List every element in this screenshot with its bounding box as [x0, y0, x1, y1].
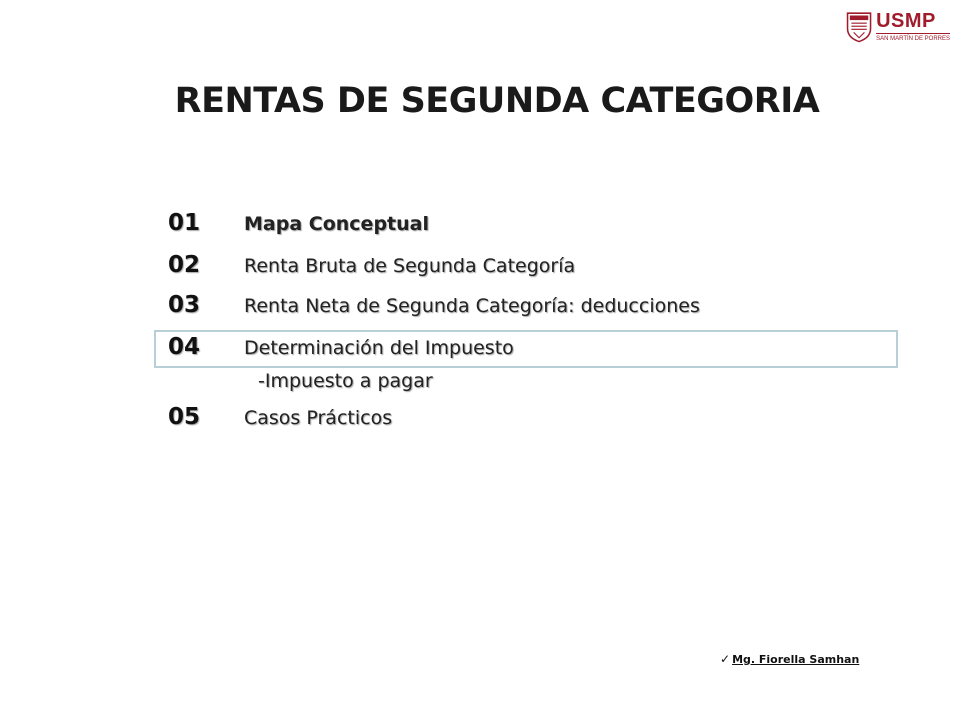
agenda-item-number: 01 [168, 210, 201, 236]
page-title: RENTAS DE SEGUNDA CATEGORIA [174, 81, 820, 121]
agenda-item-label: Casos Prácticos [244, 407, 393, 429]
agenda-subitem: -Impuesto a pagar [258, 370, 433, 392]
agenda-item-3 [168, 292, 700, 318]
agenda-item-label: Determinación del Impuesto [244, 337, 514, 359]
agenda-item-number: 04 [168, 334, 201, 360]
agenda-item-2 [168, 252, 575, 278]
agenda-item-label: Renta Neta de Segunda Categoría: deducciones [244, 295, 700, 317]
agenda-item-1 [168, 210, 429, 236]
agenda-item-label: Renta Bruta de Segunda Categoría [244, 255, 576, 277]
checkmark-icon: ✓ [720, 652, 731, 666]
logo-brand: USMP [876, 10, 936, 32]
agenda-item-4 [168, 334, 514, 360]
agenda-item-number: 02 [168, 252, 201, 278]
agenda-item-number: 03 [168, 292, 201, 318]
author-name: Mg. Fiorella Samhan [732, 652, 860, 666]
agenda-item-5 [168, 404, 392, 430]
agenda-item-label: Mapa Conceptual [244, 213, 429, 235]
agenda-item-number: 05 [168, 404, 201, 430]
logo-subtitle: SAN MARTÍN DE PORRES [876, 33, 950, 43]
author-credit [720, 652, 859, 666]
